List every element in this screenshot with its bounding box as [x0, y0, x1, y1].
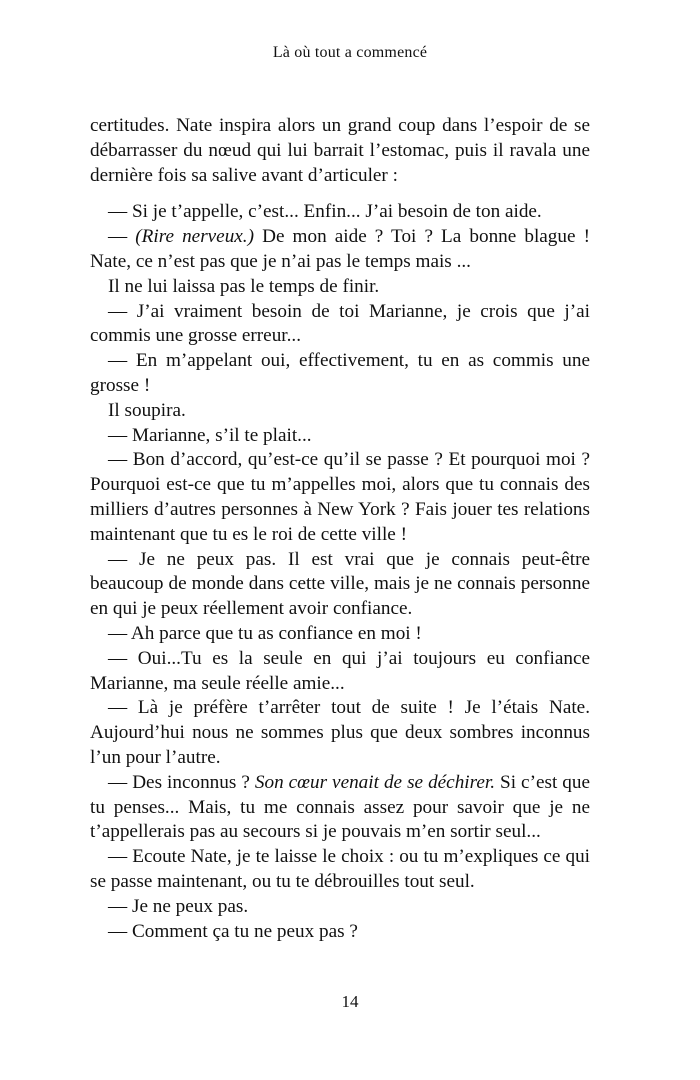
body-text [90, 114, 590, 944]
stage-direction: (Rire nerveux.) [135, 226, 254, 248]
inner-narration: Son cœur venait de se déchirer. [254, 771, 496, 793]
dialogue-line: — J’ai vraiment besoin de toi Marianne, je crois que j’ai commis une grosse erreur... [90, 300, 590, 347]
dialogue-line: — Comment ça tu ne peux pas ? [108, 920, 358, 942]
dialogue-line: — Marianne, s’il te plait... [108, 424, 312, 446]
dialogue-line: — Là je préfère t’arrêter tout de suite ! Je l’étais Nate. Aujourd’hui nous ne sommes plus que deux sombres inconnus l’un pour l’autre. [90, 697, 590, 768]
narration-line: Il soupira. [108, 399, 186, 421]
dialogue-line: — Bon d’accord, qu’est-ce qu’il se passe ? Et pourquoi moi ? Pourquoi est-ce que tu m’appelles moi, alors que tu connais des milliers d’autres personnes à New York ? Fais jouer tes relations maintenant que tu es le roi de cette ville ! [90, 449, 590, 545]
dialogue-line [90, 771, 590, 845]
dialogue-line: — Je ne peux pas. [108, 895, 249, 917]
dialogue-line: — Si je t’appelle, c’est... Enfin... J’ai besoin de ton aide. [108, 201, 542, 223]
dialogue-text: De mon aide ? Toi ? La bonne blague ! Nate, ce n’est pas que je n’ai pas le temps mais ... [90, 226, 590, 272]
dialogue-line: — En m’appelant oui, effectivement, tu en as commis une grosse ! [90, 350, 590, 396]
dialogue-line [90, 225, 590, 275]
dialogue-text: Si c’est que tu penses... Mais, tu me connais assez pour savoir que je ne t’appellerais pas au secours si je pouvais m’en sortir seul... [90, 771, 590, 843]
dialogue-line: — Je ne peux pas. Il est vrai que je connais peut-être beaucoup de monde dans cette ville, mais je ne connais personne en qui je peux réellement avoir confiance. [90, 548, 590, 620]
dialogue-line: — Ecoute Nate, je te laisse le choix : ou tu m’expliques ce qui se passe maintenant, ou tu te débrouilles tout seul. [90, 846, 590, 892]
narration-line: Il ne lui laissa pas le temps de finir. [108, 275, 380, 297]
paragraph: certitudes. Nate inspira alors un grand coup dans l’espoir de se débarrasser du nœud qui lui barrait l’estomac, puis il ravala une dernière fois sa salive avant d’articuler : [90, 115, 590, 186]
running-title: Là où tout a commencé [272, 44, 428, 61]
page-number: 14 [341, 992, 359, 1011]
dash: — [108, 226, 136, 248]
dialogue-line: — Oui...Tu es la seule en qui j’ai toujours eu confiance Marianne, ma seule réelle amie... [90, 647, 590, 694]
dialogue-text: — Des inconnus ? [108, 771, 255, 793]
dialogue-line: — Ah parce que tu as confiance en moi ! [108, 622, 422, 644]
